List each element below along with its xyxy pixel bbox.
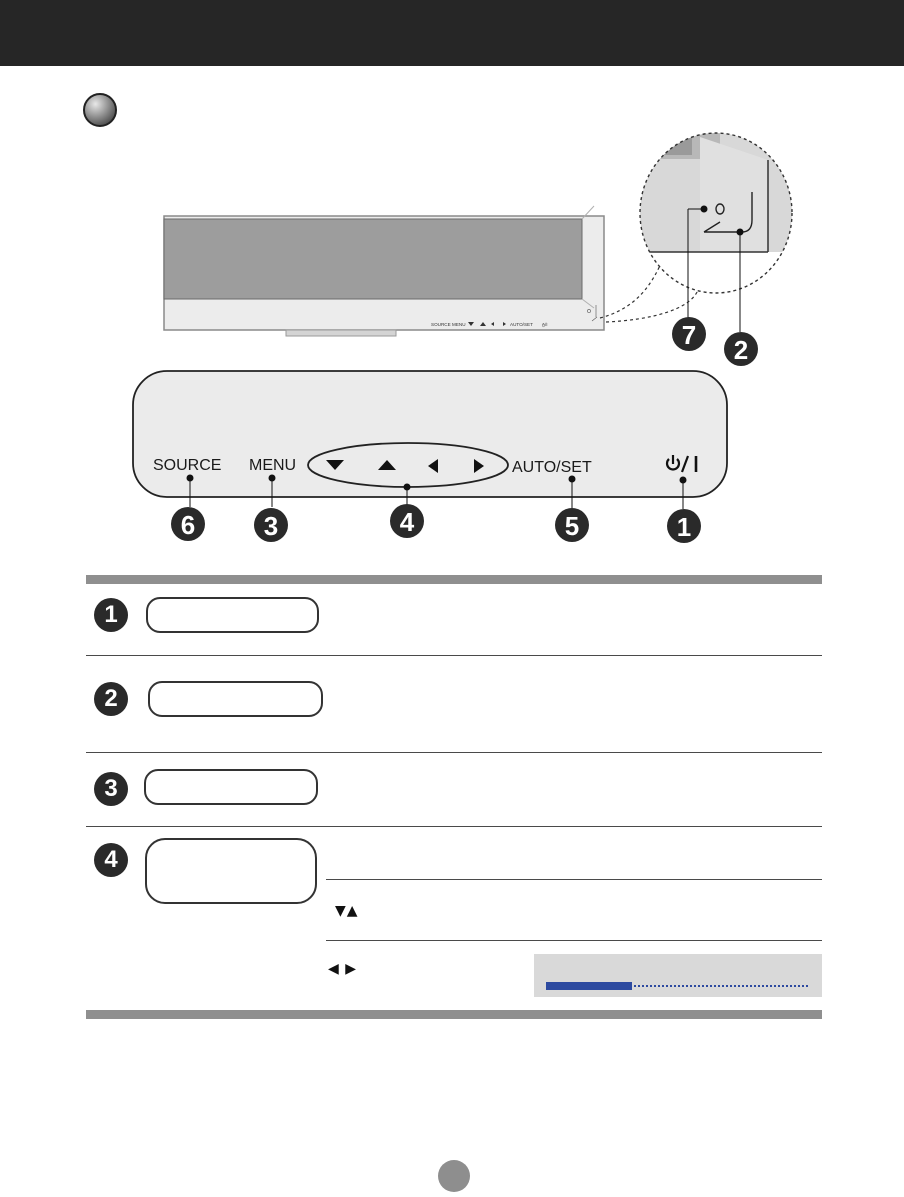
row-divider-2 xyxy=(86,752,822,753)
row-divider-1 xyxy=(86,655,822,656)
adjust-progress-track xyxy=(634,985,808,987)
svg-text:5: 5 xyxy=(564,511,580,541)
mini-autoset-label: AUTO/SET xyxy=(510,322,533,327)
row-2-number: 2 xyxy=(94,682,128,716)
svg-text:2: 2 xyxy=(733,335,749,365)
row-4-label-box xyxy=(145,838,317,904)
svg-text:7: 7 xyxy=(681,320,697,350)
callout-7 xyxy=(672,317,706,351)
monitor-screen xyxy=(164,219,582,299)
monitor-front xyxy=(164,206,604,336)
autoset-label: AUTO/SET xyxy=(512,459,592,476)
row-divider-3 xyxy=(86,826,822,827)
detail-zoom xyxy=(630,125,810,312)
callout-4 xyxy=(390,504,424,538)
table-bottom-rule xyxy=(86,1010,822,1019)
monitor-diagram xyxy=(0,0,904,560)
row-1-number: 1 xyxy=(94,598,128,632)
callout-2-top xyxy=(724,332,758,366)
left-right-arrows-icon: ◀ ▶ xyxy=(328,961,357,977)
callout-3 xyxy=(254,508,288,542)
mini-source-label: SOURCE xyxy=(431,322,451,327)
source-label: SOURCE xyxy=(153,457,222,474)
page-number-dot xyxy=(438,1160,470,1192)
row-4-number: 4 xyxy=(94,843,128,877)
svg-text:4: 4 xyxy=(399,507,415,537)
table-top-rule xyxy=(86,575,822,584)
down-up-arrows-icon: ▼▲ xyxy=(335,903,359,919)
osd-adjust-panel xyxy=(534,954,822,997)
svg-text:1: 1 xyxy=(676,512,692,542)
menu-label: MENU xyxy=(249,457,297,474)
svg-text:3: 3 xyxy=(263,511,279,541)
callout-5 xyxy=(555,508,589,542)
mini-power-icon: ტ/I xyxy=(542,322,548,327)
monitor-stand xyxy=(286,330,396,336)
mini-menu-label: MENU xyxy=(452,322,466,327)
adjust-progress-fill xyxy=(546,982,632,990)
row-2-label-box xyxy=(148,681,323,717)
row-3-label-box xyxy=(144,769,318,805)
sub-row-divider-2 xyxy=(326,940,822,941)
sub-row-divider-1 xyxy=(326,879,822,880)
callout-1 xyxy=(667,509,701,543)
svg-text:6: 6 xyxy=(180,510,196,540)
callout-6 xyxy=(171,507,205,541)
leader-line-1 xyxy=(600,256,664,318)
row-1-label-box xyxy=(146,597,319,633)
row-3-number: 3 xyxy=(94,772,128,806)
leader-line-2 xyxy=(606,290,698,322)
control-panel xyxy=(133,371,727,497)
